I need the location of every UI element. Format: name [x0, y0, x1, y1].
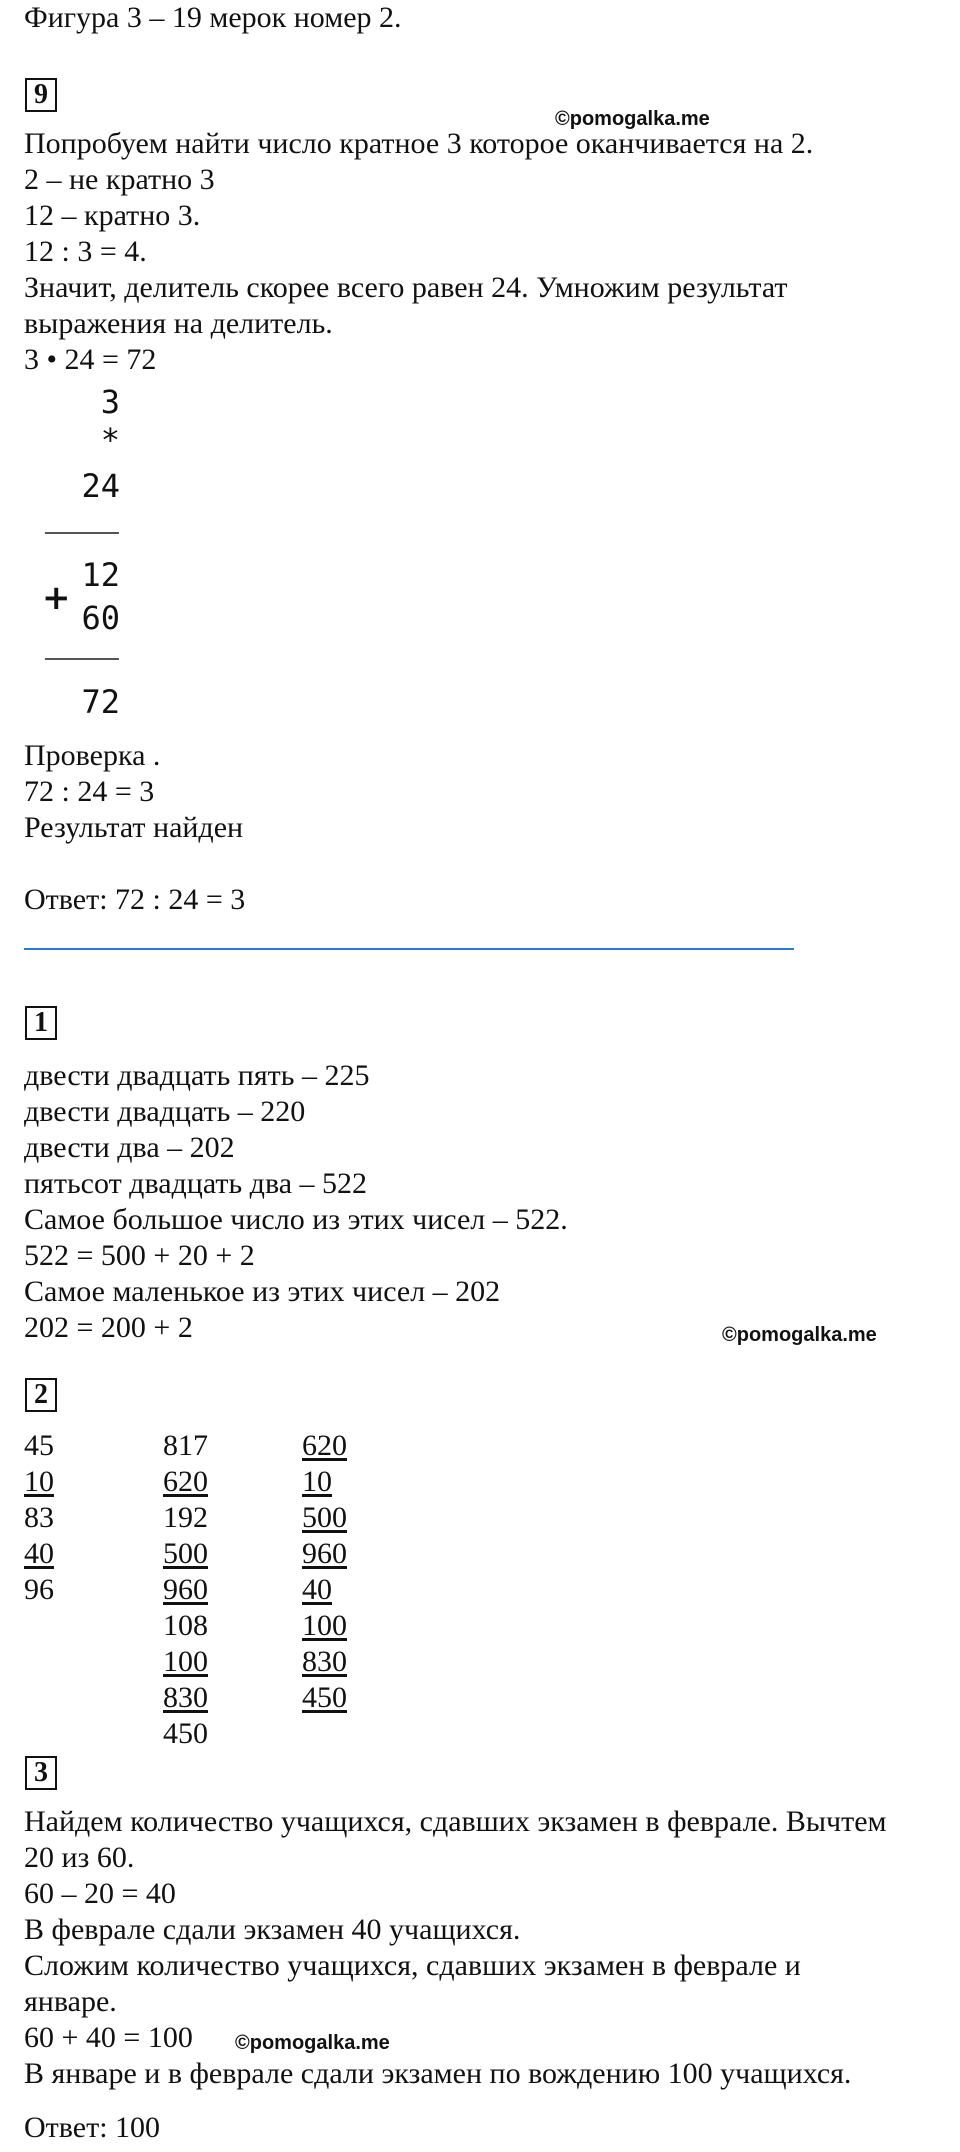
task3-line: В январе и в феврале сдали экзамен по вождению 100 учащихся. [24, 2057, 852, 2090]
task3-line: 60 + 40 = 100 [24, 2021, 193, 2054]
task1-line: двести два – 202 [24, 1131, 235, 1164]
column-partial-2: 60 [81, 599, 120, 637]
task3-line: Найдем количество учащихся, сдавших экзамен в феврале. Вычтем [24, 1805, 887, 1838]
task2-cell: 100 [163, 1645, 208, 1678]
task-number-box: 1 [25, 1006, 57, 1040]
task1-line: Самое большое число из этих чисел – 522. [24, 1203, 568, 1236]
task3-answer: Ответ: 100 [24, 2111, 161, 2144]
column-partial-1: 12 [81, 556, 120, 594]
task2-cell: 500 [163, 1537, 208, 1570]
task2-cell: 830 [163, 1681, 208, 1714]
task1-line: пятьсот двадцать два – 522 [24, 1167, 368, 1200]
task9-line: выражения на делитель. [24, 307, 333, 340]
task2-cell: 10 [24, 1465, 54, 1498]
section-divider [24, 948, 794, 950]
task-number-box: 2 [25, 1378, 57, 1412]
column-operator: * [100, 421, 120, 459]
task2-cell: 817 [163, 1429, 208, 1462]
task3-line: январе. [24, 1985, 117, 2018]
column-result: 72 [81, 683, 120, 721]
watermark: ©pomogalka.me [555, 108, 710, 130]
column-rule [45, 658, 119, 660]
task3-line: В феврале сдали экзамен 40 учащихся. [24, 1913, 521, 1946]
task9-line: 2 – не кратно 3 [24, 163, 215, 196]
task2-cell: 100 [302, 1609, 347, 1642]
task2-cell: 960 [302, 1537, 347, 1570]
task9-line: Попробуем найти число кратное 3 которое оканчивается на 2. [24, 127, 814, 160]
column-rule [45, 532, 119, 534]
task2-cell: 450 [302, 1681, 347, 1714]
check-line: 72 : 24 = 3 [24, 775, 155, 808]
task9-answer: Ответ: 72 : 24 = 3 [24, 883, 246, 916]
task9-line: 12 : 3 = 4. [24, 235, 147, 268]
column-multiplier: 24 [81, 467, 120, 505]
task1-line: 522 = 500 + 20 + 2 [24, 1239, 255, 1272]
check-line: Результат найден [24, 811, 244, 844]
task2-cell: 83 [24, 1501, 54, 1534]
task9-line: 12 – кратно 3. [24, 199, 201, 232]
task-number-box: 9 [25, 78, 57, 112]
task1-line: двести двадцать – 220 [24, 1095, 306, 1128]
task2-cell: 960 [163, 1573, 208, 1606]
task1-line: 202 = 200 + 2 [24, 1311, 193, 1344]
task2-cell: 500 [302, 1501, 347, 1534]
intro-line: Фигура 3 – 19 мерок номер 2. [24, 1, 402, 34]
column-multiplicand: 3 [100, 383, 120, 421]
task2-cell: 108 [163, 1609, 208, 1642]
task3-line: Сложим количество учащихся, сдавших экзамен в феврале и [24, 1949, 801, 1982]
task2-cell: 620 [163, 1465, 208, 1498]
task2-column-1 [24, 1428, 54, 1608]
task9-line: 3 • 24 = 72 [24, 343, 157, 376]
watermark: ©pomogalka.me [722, 1324, 877, 1346]
task2-cell: 40 [24, 1537, 54, 1570]
task3-line: 60 – 20 = 40 [24, 1877, 176, 1910]
check-line: Проверка . [24, 739, 161, 772]
task2-cell: 450 [163, 1717, 208, 1750]
task2-cell: 620 [302, 1429, 347, 1462]
task3-line: 20 из 60. [24, 1841, 135, 1874]
task1-line: Самое маленькое из этих чисел – 202 [24, 1275, 501, 1308]
task2-cell: 40 [302, 1573, 332, 1606]
task2-cell: 10 [302, 1465, 332, 1498]
task2-column-3 [302, 1428, 347, 1716]
task2-cell: 192 [163, 1501, 208, 1534]
watermark: ©pomogalka.me [235, 2032, 390, 2054]
task1-line: двести двадцать пять – 225 [24, 1059, 370, 1092]
task2-column-2 [163, 1428, 208, 1752]
task9-line: Значит, делитель скорее всего равен 24. Умножим результат [24, 271, 788, 304]
task2-cell: 96 [24, 1573, 54, 1606]
task2-cell: 45 [24, 1429, 54, 1462]
task-number-box: 3 [25, 1756, 57, 1790]
task2-cell: 830 [302, 1645, 347, 1678]
column-plus-sign: + [42, 578, 71, 618]
